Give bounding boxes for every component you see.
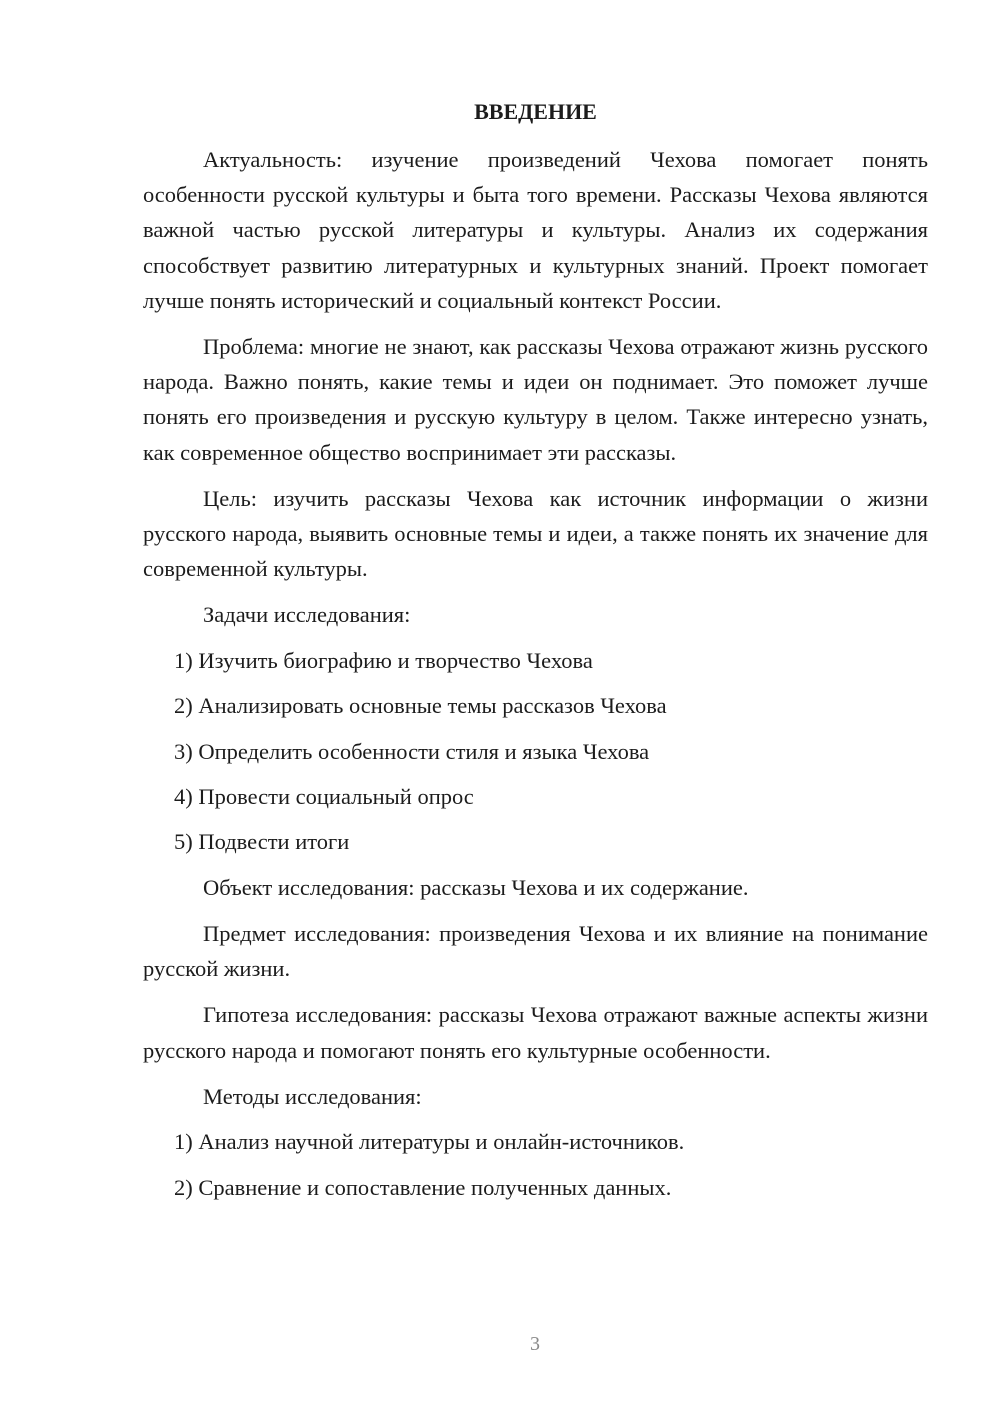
problem-paragraph: Проблема: многие не знают, как рассказы Чехова отражают жизнь русского народа. Важно понять, какие темы и идеи он поднимает. Это поможет лучше понять его произведения и русскую культуру в целом. Также интересно узнать, как современное общество воспринимает эти рассказы. <box>143 334 928 465</box>
task-item: 2) Анализировать основные темы рассказов Чехова <box>174 693 667 719</box>
method-item: 2) Сравнение и сопоставление полученных данных. <box>174 1174 672 1200</box>
object-paragraph: Объект исследования: рассказы Чехова и их содержание. <box>203 874 749 900</box>
hypothesis-paragraph: Гипотеза исследования: рассказы Чехова отражают важные аспекты жизни русского народа и помогают понять его культурные особенности. <box>143 1002 928 1063</box>
method-item: 1) Анализ научной литературы и онлайн-источников. <box>174 1129 685 1155</box>
relevance-paragraph: Актуальность: изучение произведений Чехова помогает понять особенности русской культуры и быта того времени. Рассказы Чехова являются важной частью русской литературы и культуры. Анализ их содержания способствует развитию литературных и культурных знаний. Проект помогает лучше понять исторический и социальный контекст России. <box>143 147 928 313</box>
tasks-list <box>143 643 928 860</box>
task-item: 5) Подвести итоги <box>174 829 350 855</box>
document-page <box>143 94 928 1215</box>
methods-list <box>143 1124 928 1205</box>
task-item: 3) Определить особенности стиля и языка Чехова <box>174 738 650 764</box>
tasks-heading: Задачи исследования: <box>203 602 411 628</box>
task-item: 1) Изучить биографию и творчество Чехова <box>174 647 593 673</box>
subject-paragraph: Предмет исследования: произведения Чехова и их влияние на понимание русской жизни. <box>143 920 928 982</box>
page-title: ВВЕДЕНИЕ <box>474 99 597 124</box>
task-item: 4) Провести социальный опрос <box>174 784 474 809</box>
page-number: 3 <box>530 1333 540 1355</box>
goal-paragraph: Цель: изучить рассказы Чехова как источник информации о жизни русского народа, выявить основные темы и идеи, а также понять их значение для современной культуры. <box>143 485 928 582</box>
methods-heading: Методы исследования: <box>203 1083 422 1109</box>
